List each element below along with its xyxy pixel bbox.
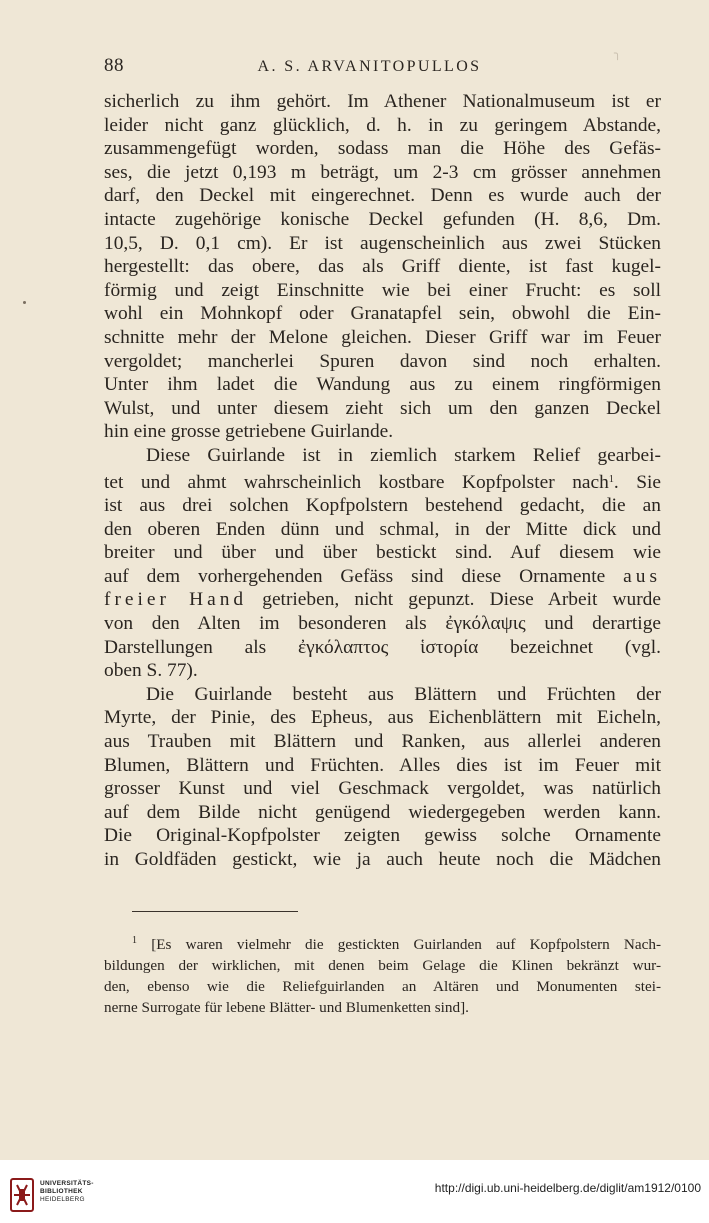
text-line: Myrte, der Pinie, des Epheus, aus Eichenblättern mit Eicheln, <box>104 707 661 729</box>
text-line: grosser Kunst und viel Geschmack vergoldet, was natürlich <box>104 778 661 800</box>
text-line: Darstellungen als ἐγκόλαπτος ἱστορία bezeichnet (vgl. <box>104 636 661 658</box>
text-line: intacte zugehörige konische Deckel gefunden (H. 8,6, Dm. <box>104 208 661 230</box>
text-line: darf, den Deckel mit eingerechnet. Denn es wurde auch der <box>104 185 661 207</box>
footnote-line: bildungen der wirklichen, mit denen beim Gelage die Klinen bekränzt wur- <box>104 957 661 974</box>
text-line: förmig und zeigt Einschnitte wie bei einer Frucht: es soll <box>104 279 661 301</box>
text-line: Wulst, und unter diesem zieht sich um den ganzen Deckel <box>104 397 661 419</box>
text-line: sicherlich zu ihm gehört. Im Athener Nationalmuseum ist er <box>104 91 661 112</box>
text-line: hin eine grosse getriebene Guirlande. <box>104 421 394 443</box>
body-text <box>104 90 661 872</box>
text-line: ist aus drei solchen Kopfpolstern bestehend gedacht, die an <box>104 495 661 517</box>
permalink-url[interactable]: http://digi.ub.uni-heidelberg.de/diglit/am1912/0100 <box>434 1181 701 1195</box>
text-line: wohl ein Mohnkopf oder Granatapfel sein, obwohl die Ein- <box>104 303 661 325</box>
emphasized-spaced-text: freier Hand <box>104 589 248 611</box>
text-line: Blumen, Blättern und Früchten. Alles dies ist im Feuer mit <box>104 754 661 776</box>
text-line-with-spacing <box>104 565 661 589</box>
text-line: hergestellt: das obere, das als Griff diente, ist fast kugel- <box>104 256 661 278</box>
institution-name <box>40 1180 94 1204</box>
text-line: schnitte mehr der Melone gleichen. Dieser Griff war im Feuer <box>104 326 661 348</box>
text-fragment: . Sie <box>613 471 661 493</box>
text-line: vergoldet; mancherlei Spuren davon sind noch erhalten. <box>104 350 661 372</box>
institution-name-line: UNIVERSITÄTS- <box>40 1180 94 1187</box>
text-line: aus Trauben mit Blättern und Ranken, aus allerlei anderen <box>104 731 661 753</box>
text-line: Die Original-Kopfpolster zeigten gewiss solche Ornamente <box>104 825 661 847</box>
emphasized-spaced-text: aus <box>623 565 661 587</box>
text-line: 10,5, D. 0,1 cm). Er ist augenscheinlich aus zwei Stücken <box>104 232 661 254</box>
text-line: zusammengefügt worden, sodass man die Höhe des Gefäs- <box>104 138 661 160</box>
text-line: leider nicht ganz glücklich, d. h. in zu geringem Abstande, <box>104 114 661 136</box>
text-fragment: [Es waren vielmehr die gestickten Guirlanden auf Kopfpolstern Nach- <box>151 936 662 953</box>
footnote-line <box>104 930 661 955</box>
text-line: breiter und über und über bestickt sind. Auf diesem wie <box>104 542 661 564</box>
text-line: von den Alten im besonderen als ἐγκόλαψις und derartige <box>104 613 661 635</box>
text-line: den oberen Enden dünn und schmal, in der Mitte dick und <box>104 518 661 540</box>
text-fragment: tet und ahmt wahrscheinlich kostbare Kopfpolster nach <box>104 471 609 493</box>
text-line: oben S. 77). <box>104 660 198 682</box>
text-line: Diese Guirlande ist in ziemlich starkem Relief gearbei- <box>146 444 661 466</box>
pencil-mark: ╮ <box>614 46 622 60</box>
text-fragment: auf dem vorhergehenden Gefäss sind diese Ornamente <box>104 565 606 587</box>
footnote-line: nerne Surrogate für lebene Blätter- und Blumenketten sind]. <box>104 999 469 1016</box>
footnote-line: den, ebenso wie die Reliefguirlanden an Altären und Monumenten stei- <box>104 978 661 995</box>
text-line-with-spacing <box>104 588 661 612</box>
text-line: Unter ihm ladet die Wandung aus zu einem ringförmigen <box>104 374 661 396</box>
speck-mark <box>23 301 26 304</box>
text-line: ses, die jetzt 0,193 m beträgt, um 2-3 cm grösser annehmen <box>104 161 661 183</box>
footnotes <box>104 930 661 1018</box>
text-line: in Goldfäden gestickt, wie ja auch heute noch die Mädchen <box>104 849 661 870</box>
text-fragment: getrieben, nicht gepunzt. Diese Arbeit wurde <box>262 589 661 611</box>
text-line: Die Guirlande besteht aus Blättern und Früchten der <box>146 683 661 705</box>
institution-name-line: BIBLIOTHEK <box>40 1188 83 1195</box>
footnote-reference: 1 <box>608 473 614 485</box>
heidelberg-library-logo-icon <box>8 1175 38 1215</box>
text-line: auf dem Bilde nicht genügend wiedergegeben werden kann. <box>104 801 661 823</box>
running-head: A. S. ARVANITOPULLOS <box>257 58 482 75</box>
text-line-with-footnote <box>104 468 661 495</box>
page-number: 88 <box>104 55 124 76</box>
footnote-marker: 1 <box>132 935 137 946</box>
footnote-divider <box>132 911 298 912</box>
institution-name-line: HEIDELBERG <box>40 1196 85 1203</box>
